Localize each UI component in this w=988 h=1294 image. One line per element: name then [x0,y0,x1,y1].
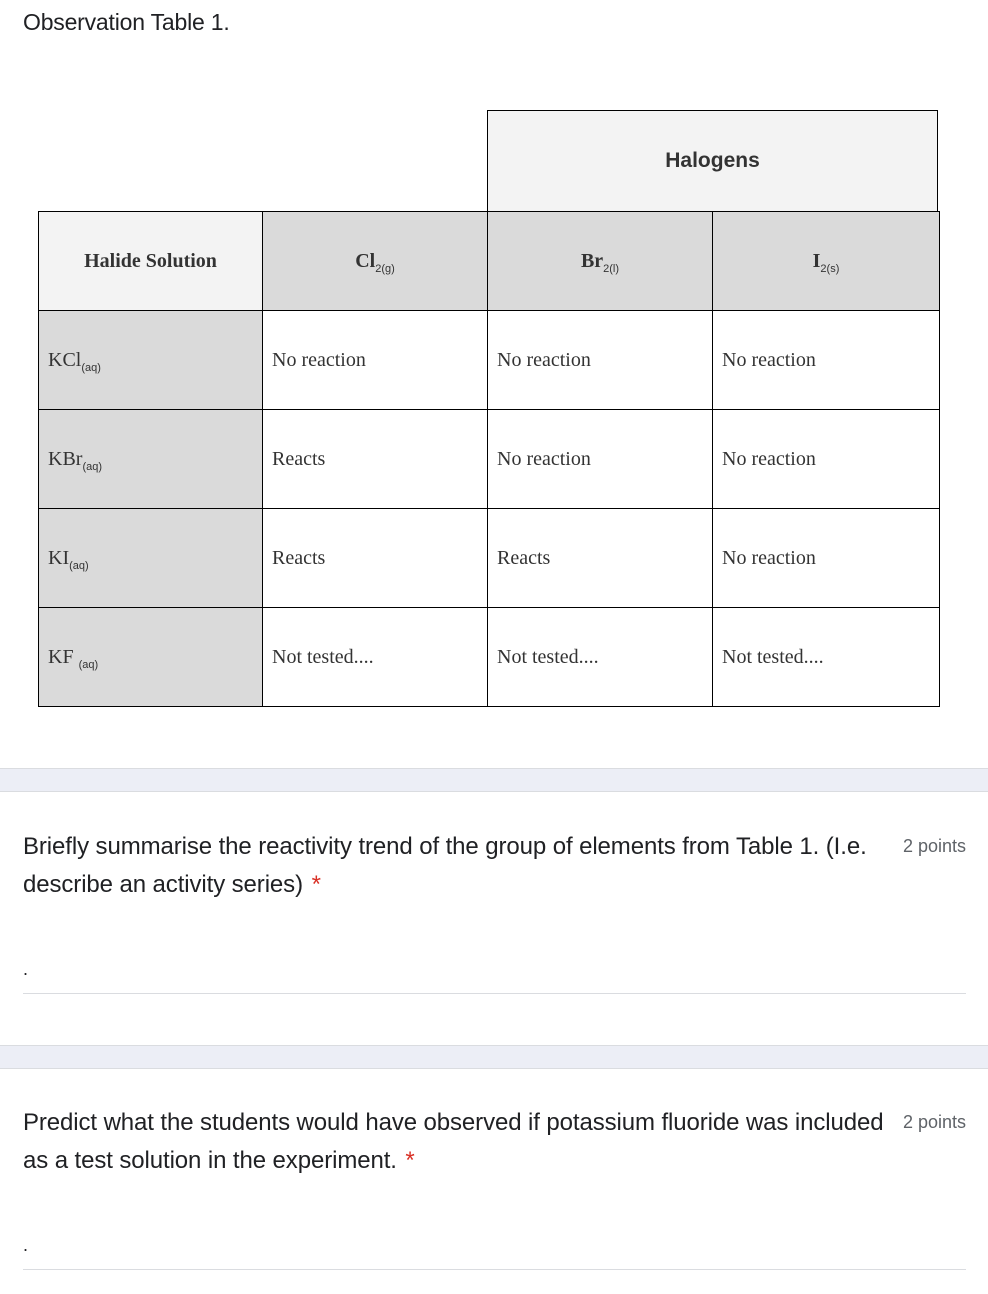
table-row [39,608,940,707]
row-header-ki: $KI_{(aq)}$ [39,509,263,608]
table-header-row [39,212,940,311]
question-1-answer-input[interactable] [23,953,966,994]
question-2-answer-value: . [23,1235,29,1255]
required-asterisk: * [311,871,321,898]
question-2 [23,1104,966,1180]
table-cell: No reaction [263,311,488,410]
table-cell: Not tested.... [263,608,488,707]
section-title: Observation Table 1. [23,9,230,35]
question-1-text: Briefly summarise the reactivity trend of the group of elements from Table 1. (I.e. describe an activity series) * [23,833,867,898]
question-1 [23,828,966,904]
section-divider [0,1045,988,1069]
column-header-br2: $Br_{2(l)}$ [488,212,713,311]
section-divider [0,768,988,792]
row-header-kcl: KCl$_{(aq)}$ [39,311,263,410]
question-2-answer-input[interactable] [23,1229,966,1270]
table-cell: Not tested.... [713,608,940,707]
table-cell: Reacts [488,509,713,608]
table-cell: No reaction [713,410,940,509]
column-header-i2: $I_{2(s)}$ [713,212,940,311]
row-header-kf: KF $_{(aq)}$ [39,608,263,707]
required-asterisk: * [405,1147,415,1174]
table-cell: No reaction [713,509,940,608]
table-cell: No reaction [713,311,940,410]
table-cell: No reaction [488,410,713,509]
table-row [39,410,940,509]
question-2-text: Predict what the students would have observed if potassium fluoride was included as a test solution in the experiment. * [23,1109,884,1174]
table-cell: Not tested.... [488,608,713,707]
halogens-header: Halogens [487,110,938,211]
table-cell: Reacts [263,410,488,509]
table-cell: No reaction [488,311,713,410]
question-1-points: 2 points [902,836,966,856]
observation-table [38,211,940,707]
observation-table-image [38,110,940,716]
table-row [39,509,940,608]
column-header-cl2: $Cl_{2(g)}$ [263,212,488,311]
table-cell: Reacts [263,509,488,608]
question-2-points: 2 points [902,1112,966,1132]
halide-solution-header: Halide Solution [39,212,263,311]
table-row [39,311,940,410]
row-header-kbr: KBr$_{(aq)}$ [39,410,263,509]
question-1-answer-value: . [23,959,29,979]
